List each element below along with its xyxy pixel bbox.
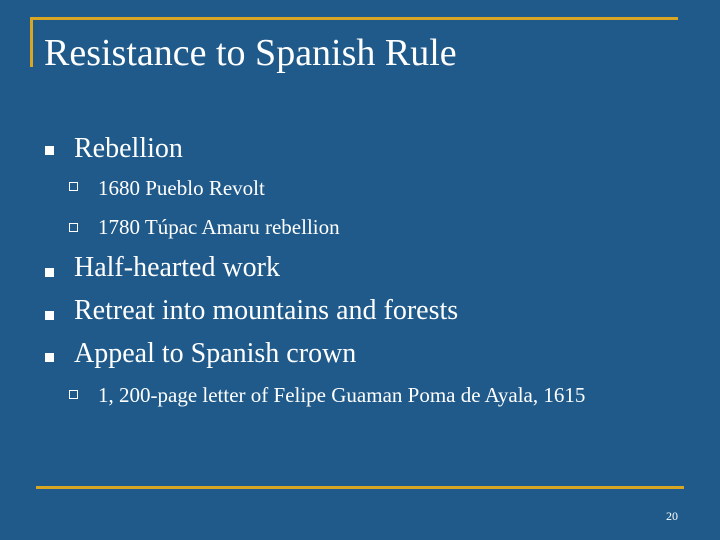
hollow-square-bullet-icon [69,390,78,399]
sub-bullet-tupac-amaru: 1780 Túpac Amaru rebellion [98,215,340,239]
sub-bullet-pueblo-revolt: 1680 Pueblo Revolt [98,176,265,200]
bullet-retreat: Retreat into mountains and forests [74,295,459,326]
square-bullet-icon [45,311,54,320]
bullet-appeal-to-crown: Appeal to Spanish crown [74,338,357,369]
bullet-half-hearted-work: Half-hearted work [74,252,281,283]
sub-bullet-guaman-poma-letter: 1, 200-page letter of Felipe Guaman Poma de Ayala, 1615 [98,383,586,407]
square-bullet-icon [45,268,54,277]
bottom-accent-rule [36,486,684,489]
square-bullet-icon [45,353,54,362]
slide-title: Resistance to Spanish Rule [44,32,457,74]
bullet-rebellion: Rebellion [74,133,183,164]
hollow-square-bullet-icon [69,223,78,232]
square-bullet-icon [45,146,54,155]
hollow-square-bullet-icon [69,182,78,191]
page-number: 20 [666,509,678,523]
